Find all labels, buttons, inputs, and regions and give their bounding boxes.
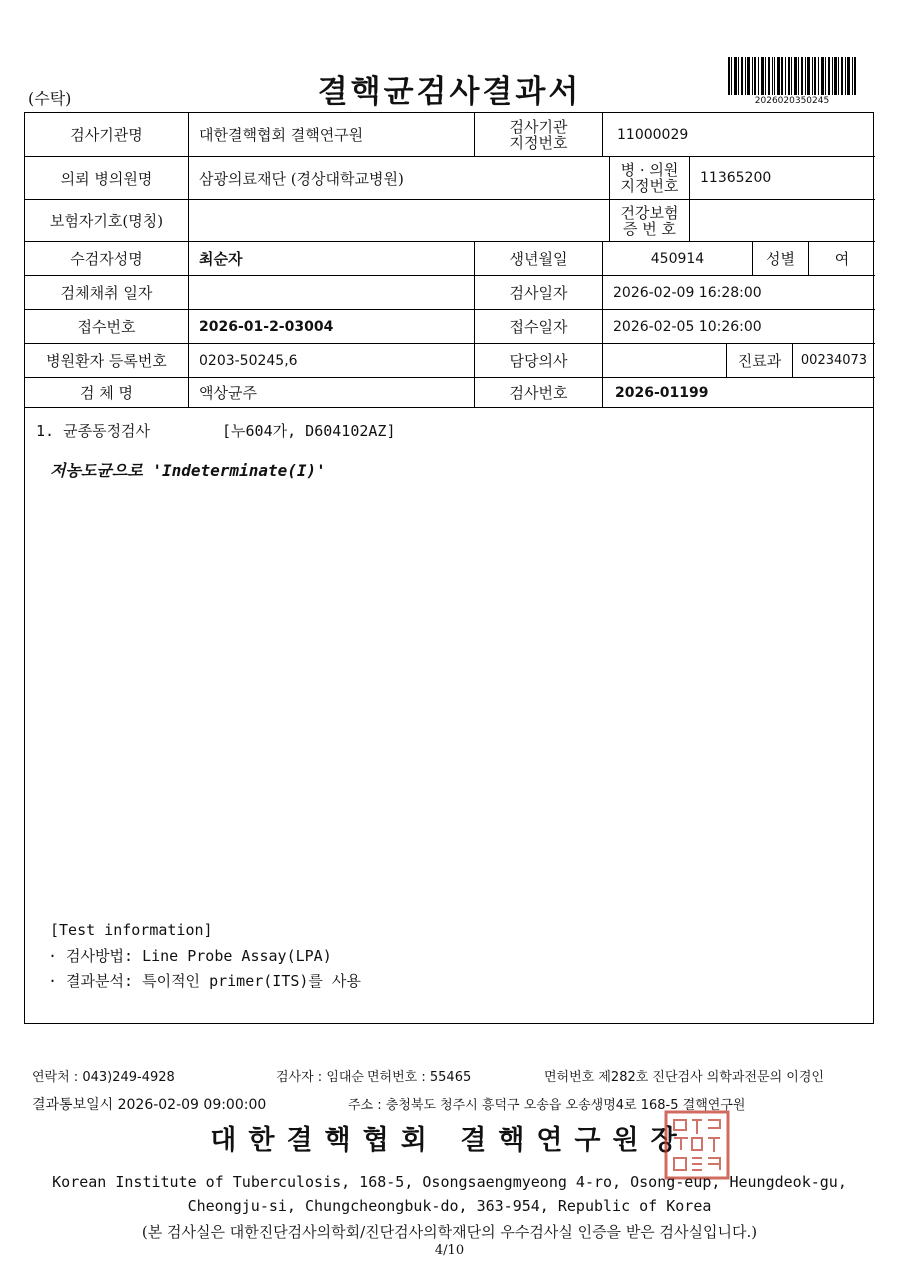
org-code-label-line1: 검사기관 (509, 117, 568, 136)
doctor-value (603, 344, 727, 378)
hospital-code-label-line2: 지정번호 (620, 177, 679, 195)
institute-name: 대한결핵협회 결핵연구원장 (210, 1125, 689, 1156)
collect-label: 검체채취 일자 (25, 276, 189, 310)
notice-datetime: 결과통보일시 2026-02-09 09:00:00 (32, 1097, 267, 1113)
health-value (690, 200, 875, 242)
test-info-analysis: · 결과분석: 특이적인 primer(ITS)를 사용 (48, 972, 361, 990)
org-code-label-line2: 지정번호 (509, 133, 568, 152)
hospital-code-value: 11365200 (690, 157, 875, 200)
examiner: 검사자 : 임대순 (276, 1070, 364, 1085)
test-info-method: · 검사방법: Line Probe Assay(LPA) (48, 947, 332, 965)
sex-value: 여 (809, 242, 875, 276)
english-address-line1: Korean Institute of Tuberculosis, 168-5, Osongsaengmyeong 4-ro, Osong-eup, Heungdeok-gu, (52, 1173, 847, 1191)
english-address-line2: Cheongju-si, Chungcheongbuk-do, 363-954, Republic of Korea (187, 1197, 712, 1215)
test-title: 1. 균종동정검사 (36, 422, 151, 440)
test-result: 저농도균으로 'Indeterminate(I)' (50, 461, 326, 480)
official-seal-icon (664, 1110, 730, 1180)
document-title: 결핵균검사결과서 (317, 74, 582, 110)
health-label (610, 200, 690, 242)
patient-label: 수검자성명 (25, 242, 189, 276)
hospital-code-label-line1: 병 · 의원 (620, 161, 679, 179)
receipt-no-label: 접수번호 (25, 310, 189, 344)
test-date-label: 검사일자 (475, 276, 603, 310)
receipt-date-label: 접수일자 (475, 310, 603, 344)
contact: 연락처 : 043)249-4928 (32, 1070, 175, 1085)
org-label: 검사기관명 (25, 113, 189, 157)
receipt-no-value: 2026-01-2-03004 (189, 310, 475, 344)
org-value: 대한결핵협회 결핵연구원 (189, 113, 475, 157)
birth-label: 생년월일 (475, 242, 603, 276)
org-code-label (475, 113, 603, 157)
suitak-label: (수탁) (28, 89, 72, 108)
page-number: 4/10 (434, 1243, 465, 1258)
dept-value: 00234073 (793, 344, 875, 378)
certification-note: (본 검사실은 대한진단검사의학회/진단검사의학재단의 우수검사실 인증을 받은 검사실입니다.) (141, 1223, 758, 1241)
info-table (24, 112, 874, 408)
specimen-label: 검 체 명 (25, 378, 189, 407)
receipt-date-value: 2026-02-05 10:26:00 (603, 310, 875, 344)
license-number: 면허번호 : 55465 (367, 1070, 472, 1085)
reg-no-label: 병원환자 등록번호 (25, 344, 189, 378)
health-label-line1: 건강보험 (620, 203, 679, 222)
test-no-value: 2026-01199 (615, 384, 709, 401)
address: 주소 : 충청북도 청주시 흥덕구 오송읍 오송생명4로 168-5 결핵연구원 (348, 1098, 746, 1113)
health-label-line2: 증 번 호 (622, 219, 676, 238)
patient-value: 최순자 (189, 242, 475, 276)
test-code: [누604가, D604102AZ] (222, 422, 396, 440)
test-info-header: [Test information] (50, 921, 213, 939)
barcode-number: 2026020350245 (754, 96, 830, 106)
doctor-label: 담당의사 (475, 344, 603, 378)
barcode (728, 57, 856, 95)
birth-value: 450914 (603, 242, 753, 276)
insurer-label: 보험자기호(명칭) (25, 200, 189, 242)
specimen-value: 액상균주 (189, 378, 475, 407)
dept-label: 진료과 (727, 344, 793, 378)
test-no-label: 검사번호 (475, 378, 603, 407)
sex-label: 성별 (753, 242, 809, 276)
test-date-value: 2026-02-09 16:28:00 (603, 276, 875, 310)
collect-value (189, 276, 475, 310)
org-code-value: 11000029 (603, 113, 875, 157)
hospital-value: 삼광의료재단 (경상대학교병원) (189, 157, 610, 200)
hospital-label: 의뢰 병의원명 (25, 157, 189, 200)
reg-no-value: 0203-50245,6 (189, 344, 475, 378)
insurer-value (189, 200, 610, 242)
hospital-code-label (610, 157, 690, 200)
specialist-license: 면허번호 제282호 진단검사 의학과전문의 이경인 (544, 1070, 824, 1085)
